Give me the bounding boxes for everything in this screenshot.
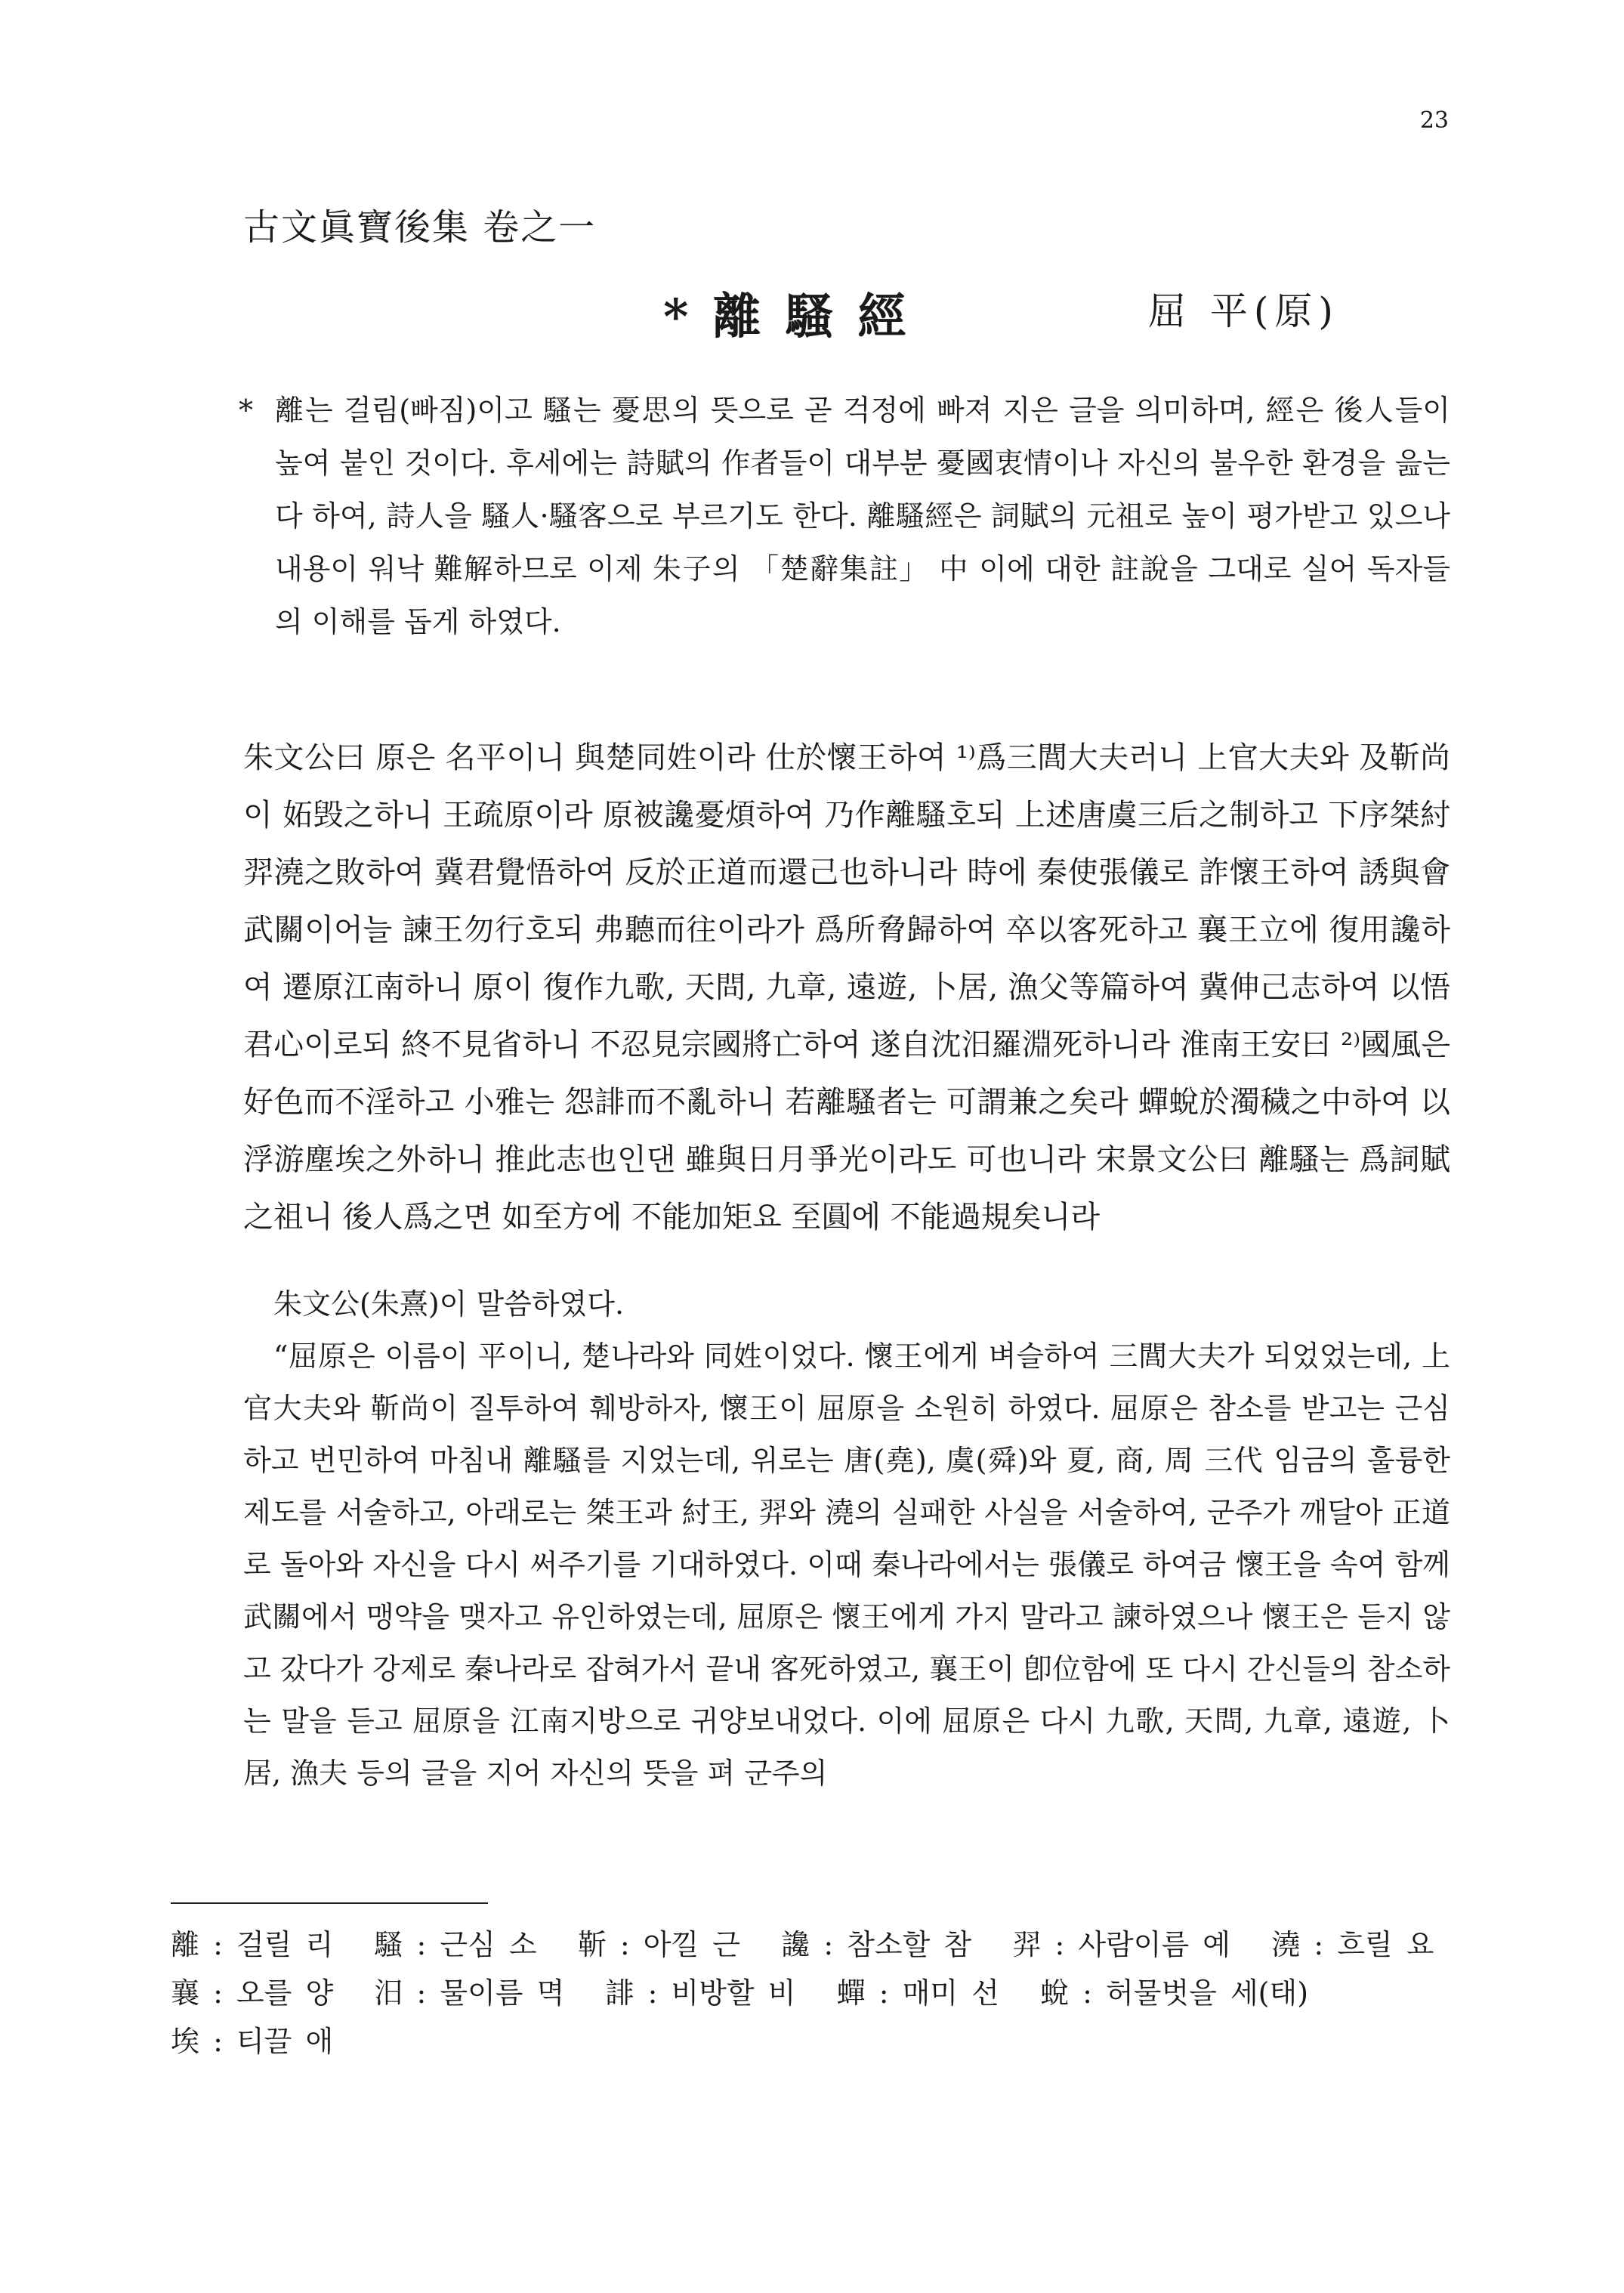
- chapter-author: 屈 平(原): [1148, 289, 1339, 333]
- footnote-row: [171, 1969, 1455, 2017]
- preface-marker: *: [239, 394, 253, 427]
- preface-note: [239, 384, 1450, 648]
- footnote-item: 誹 : 비방할 비: [605, 1976, 796, 2010]
- footnote-item: 埃 : 티끌 애: [171, 2025, 334, 2058]
- footnote-item: 汨 : 물이름 멱: [374, 1976, 565, 2010]
- page-number: 23: [1419, 107, 1449, 134]
- footnotes: [171, 1921, 1455, 2066]
- footnote-item: 離 : 걸릴 리: [171, 1928, 334, 1961]
- footnote-item: 蟬 : 매미 선: [836, 1976, 999, 2010]
- footnote-divider: [171, 1902, 488, 1904]
- source-text: 朱文公曰 原은 名平이니 與楚同姓이라 仕於懷王하여 ¹⁾爲三閭大夫러니 上官大夫와 及靳尚이 妬毁之하니 王疏原이라 原被讒憂煩하여 乃作離騷호되 上述唐虞三后之制하고 下序桀紂羿澆之敗하여 冀君覺悟하여 反於正道而還己也하니라 時에 秦使張儀로 詐懷王하여 誘與會武關이어늘 諫王勿行호되 弗聽而往이라가 爲所脅歸하여 卒以客死하고 襄王立에 復用讒하여 遷原江南하니 原이 復作九歌, 天問, 九章, 遠遊, 卜居, 漁父等篇하여 冀伸己志하여 以悟君心이로되 終不見省하니 不忍見宗國將亡하여 遂自沈汨羅淵死하니라 淮南王安曰 ²⁾國風은 好色而不淫하고 小雅는 怨誹而不亂하니 若離騷者는 可謂兼之矣라 蟬蛻於濁穢之中하여 以浮游塵埃之外하니 推此志也인댄 雖與日月爭光이라도 可也니라 宋景文公曰 離騷는 爲詞賦之祖니 後人爲之면 如至方에 不能加矩요 至圓에 不能過規矣니라: [243, 740, 1450, 1235]
- footnote-item: 靳 : 아낄 근: [577, 1928, 741, 1961]
- footnote-row: [171, 1921, 1455, 1969]
- footnote-item: 澆 : 흐릴 요: [1271, 1928, 1434, 1961]
- collection-title: 古文眞寶後集 卷之一: [243, 206, 597, 249]
- footnote-item: 讒 : 참소할 참: [781, 1928, 972, 1961]
- translation: [243, 1278, 1450, 1800]
- translation-paragraph: 朱文公(朱熹)이 말씀하였다.: [273, 1287, 625, 1321]
- footnote-item: 羿 : 사람이름 예: [1012, 1928, 1230, 1961]
- chapter-title: *離騷經: [663, 289, 931, 345]
- footnote-row: [171, 2017, 1455, 2066]
- translation-paragraph: “屈原은 이름이 平이니, 楚나라와 同姓이었다. 懷王에게 벼슬하여 三閭大夫가 되었었는데, 上官大夫와 靳尚이 질투하여 훼방하자, 懷王이 屈原을 소원히 하였다. 屈原은 참소를 받고는 근심하고 번민하여 마침내 離騷를 지었는데, 위로는 唐(堯), 虞(舜)와 夏, 商, 周 三代 임금의 훌륭한 제도를 서술하고, 아래로는 桀王과 紂王, 羿와 澆의 실패한 사실을 서술하여, 군주가 깨달아 正道로 돌아와 자신을 다시 써주기를 기대하였다. 이때 秦나라에서는 張儀로 하여금 懷王을 속여 함께 武關에서 맹약을 맺자고 유인하였는데, 屈原은 懷王에게 가지 말라고 諫하였으나 懷王은 듣지 않고 갔다가 강제로 秦나라로 잡혀가서 끝내 客死하였고, 襄王이 卽位함에 또 다시 간신들의 참소하는 말을 듣고 屈原을 江南지방으로 귀양보내었다. 이에 屈原은 다시 九歌, 天問, 九章, 遠遊, 卜居, 漁夫 등의 글을 지어 자신의 뜻을 펴 군주의: [243, 1340, 1450, 1790]
- preface-text: 離는 걸림(빠짐)이고 騷는 憂思의 뜻으로 곧 걱정에 빠져 지은 글을 의미하며, 經은 後人들이 높여 붙인 것이다. 후세에는 詩賦의 作者들이 대부분 憂國衷情이나 자신의 불우한 환경을 읊는다 하여, 詩人을 騷人·騷客으로 부르기도 한다. 離騷經은 詞賦의 元祖로 높이 평가받고 있으나 내용이 워낙 難解하므로 이제 朱子의 「楚辭集註」 中 이에 대한 註說을 그대로 실어 독자들의 이해를 돕게 하였다.: [275, 394, 1450, 638]
- footnote-item: 襄 : 오를 양: [171, 1976, 334, 2010]
- footnote-item: 騷 : 근심 소: [374, 1928, 537, 1961]
- footnote-item: 蛻 : 허물벗을 세(태): [1040, 1976, 1309, 2010]
